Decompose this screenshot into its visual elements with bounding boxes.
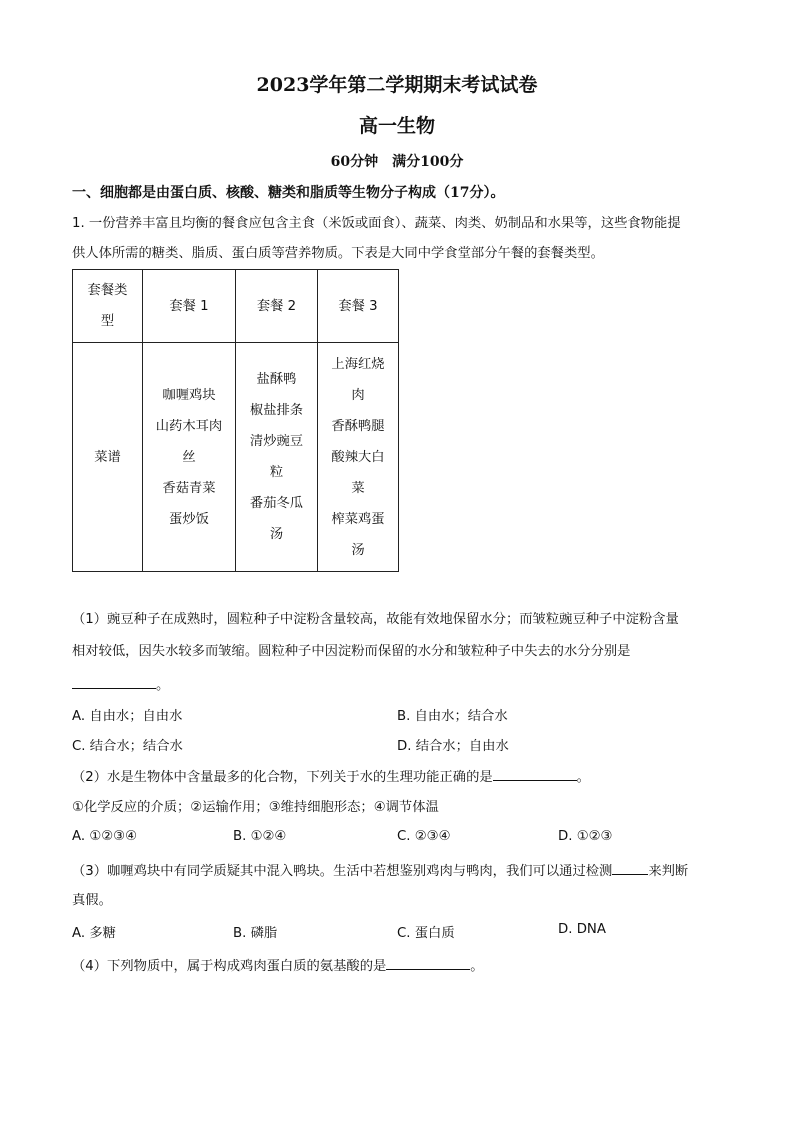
sub2-option-a[interactable]: A. ①②③④ (72, 829, 137, 844)
table-header-row (73, 270, 399, 343)
table-header-cell: 套餐 3 (318, 270, 399, 343)
answer-blank[interactable] (72, 674, 156, 689)
menu-item: 肉 (351, 387, 365, 403)
menu-item: 汤 (351, 542, 365, 558)
sub3-line2: 真假。 (72, 893, 112, 908)
sub2-statements: ①化学反应的介质；②运输作用；③维持细胞形态；④调节体温 (72, 800, 439, 815)
menu-cell-2 (236, 343, 318, 572)
answer-blank[interactable] (612, 860, 648, 875)
menu-item: 粒 (269, 465, 284, 480)
sub4-stem: （4）下列物质中，属于构成鸡肉蛋白质的氨基酸的是 (72, 959, 387, 974)
menu-cell-1 (143, 343, 236, 572)
menu-item: 番茄冬瓜 (249, 496, 304, 511)
sub2-option-b[interactable]: B. ①②④ (233, 829, 287, 844)
header-label-line: 型 (100, 314, 115, 329)
menu-item: 盐酥鸭 (256, 372, 297, 387)
answer-blank[interactable] (386, 955, 470, 970)
menu-item: 清炒豌豆 (249, 434, 304, 449)
sub2-option-d[interactable]: D. ①②③ (558, 829, 613, 844)
menu-item: 椒盐排条 (249, 403, 304, 418)
sub1-line1: （1）豌豆种子在成熟时，圆粒种子中淀粉含量较高，故能有效地保留水分；而皱粒豌豆种子中淀粉含量 (72, 612, 679, 627)
table-row (73, 343, 399, 572)
sub1-option-d[interactable]: D. 结合水；自由水 (397, 739, 509, 754)
menu-item: 山药木耳肉 (155, 418, 223, 434)
table-header-cell: 套餐 1 (143, 270, 236, 343)
sub4-line1 (72, 955, 484, 976)
menu-item: 菜 (351, 480, 365, 496)
menu-cell-3 (318, 343, 399, 572)
lunch-menu-table (72, 269, 399, 572)
sub1-option-c[interactable]: C. 结合水；结合水 (72, 739, 183, 754)
sub3-option-a[interactable]: A. 多糖 (72, 926, 116, 941)
sub2-line1 (72, 766, 590, 787)
answer-blank[interactable] (493, 766, 577, 781)
sub3-option-b[interactable]: B. 磷脂 (233, 926, 278, 941)
sub1-option-a[interactable]: A. 自由水；自由水 (72, 709, 183, 724)
sub2-stem: （2）水是生物体中含量最多的化合物，下列关于水的生理功能正确的是 (72, 770, 493, 785)
sub1-line3 (72, 674, 169, 695)
sub3-option-d[interactable]: D. DNA (558, 922, 606, 937)
menu-item: 上海红烧 (331, 356, 385, 372)
q1-intro-line1: 1. 一份营养丰富且均衡的餐食应包含主食（米饭或面食）、蔬菜、肉类、奶制品和水果等，这些食物能提 (72, 216, 681, 231)
menu-item: 香酥鸭腿 (331, 418, 385, 434)
section-heading: 一、细胞都是由蛋白质、核酸、糖类和脂质等生物分子构成（17分）。 (72, 185, 505, 201)
menu-item: 丝 (182, 449, 196, 465)
line-end: 。 (576, 770, 590, 785)
menu-item: 咖喱鸡块 (162, 387, 216, 403)
table-header-cell: 套餐 2 (236, 270, 318, 343)
menu-item: 蛋炒饭 (169, 511, 209, 527)
sub1-line2: 相对较低，因失水较多而皱缩。圆粒种子中因淀粉而保留的水分和皱粒种子中失去的水分分别是 (72, 644, 631, 659)
q1-intro-line2: 供人体所需的糖类、脂质、蛋白质等营养物质。下表是大同中学食堂部分午餐的套餐类型。 (72, 246, 604, 261)
line-end: 。 (156, 678, 170, 693)
sub3-option-c[interactable]: C. 蛋白质 (397, 926, 455, 941)
subject-title: 高一生物 (358, 115, 435, 137)
line-end: 来判断 (648, 864, 689, 879)
menu-item: 汤 (269, 527, 284, 542)
exam-info: 60分钟 满分100分 (330, 154, 464, 170)
table-header-cell (73, 270, 143, 343)
header-label-line: 套餐类 (87, 283, 128, 298)
menu-item: 香菇青菜 (162, 480, 216, 496)
row-label-cell: 菜谱 (73, 343, 143, 572)
sub3-stem: （3）咖喱鸡块中有同学质疑其中混入鸭块。生活中若想鉴别鸡肉与鸭肉，我们可以通过检测 (72, 864, 613, 879)
menu-item: 酸辣大白 (331, 449, 385, 465)
exam-title: 2023学年第二学期期末考试试卷 (256, 74, 538, 96)
sub1-option-b[interactable]: B. 自由水；结合水 (397, 709, 508, 724)
sub3-line1 (72, 860, 688, 881)
line-end: 。 (470, 959, 484, 974)
menu-item: 榨菜鸡蛋 (331, 511, 385, 527)
sub2-option-c[interactable]: C. ②③④ (397, 829, 451, 844)
